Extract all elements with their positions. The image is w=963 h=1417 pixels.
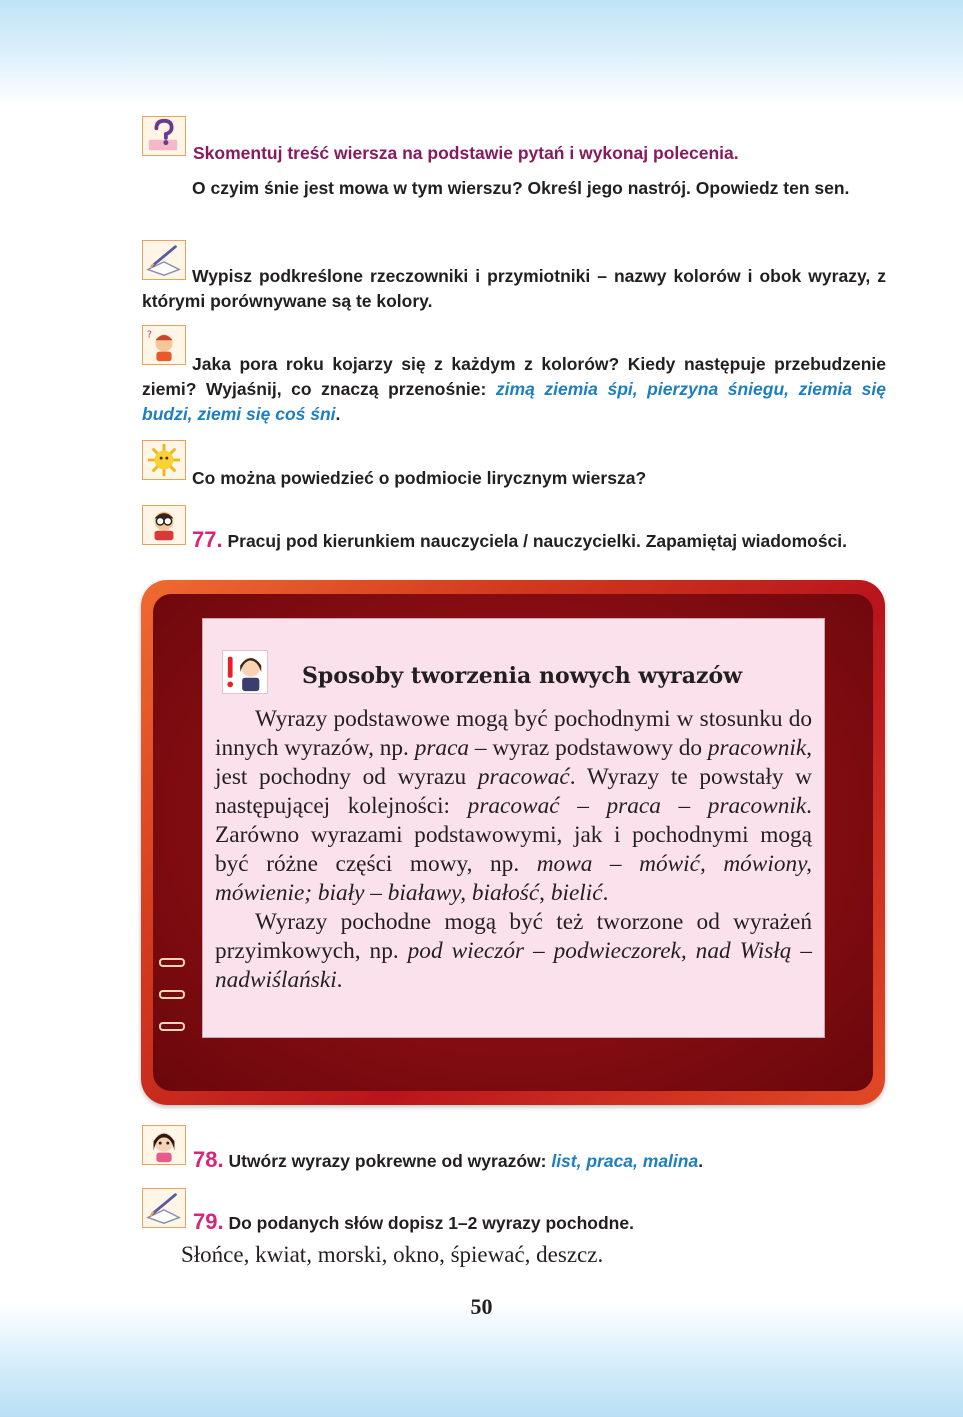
frame-button-bottom (159, 1022, 185, 1031)
task-lyrical-subject: Co można powiedzieć o podmiocie lirycznym wiersza? (192, 468, 647, 488)
task-number: 77. (192, 527, 223, 552)
rule-body (215, 705, 812, 995)
rule-paragraph: Wyrazy podstawowe mogą być pochodnymi w stosunku do innych wyrazów, np. praca – wyraz podstawowy do pracownik, jest pochodny od wyrazu pracować. Wyrazy te powstały w następującej kolejności: pracować – praca – pracownik. Zarówno wyrazami podstawowymi, jak i pochodnymi mogą być różne części mowy, np. mowa – mówić, mówiony, mówienie; biały – białawy, białość, bielić. (215, 706, 812, 906)
question-mark-icon (142, 116, 186, 156)
task-78: 78. Utwórz wyrazy pokrewne od wyrazów: list, praca, malina. (193, 1147, 704, 1172)
pen-writing-icon (142, 1188, 186, 1228)
svg-text:?: ? (146, 329, 152, 341)
rule-paragraph: Wyrazy pochodne mogą być też tworzone od wyrażeń przyimkowych, np. pod wieczór – podwieczorek, nad Wisłą – nadwiślański. (215, 909, 813, 993)
frame-button-middle (159, 990, 185, 999)
frame-button-top (159, 958, 185, 967)
girl-icon (142, 1125, 186, 1165)
task-write-out: Wypisz podkreślone rzeczowniki i przymiotniki – nazwy kolorów i obok wyrazy, z którymi porównywane są te kolory. (142, 266, 886, 311)
task-season-question: Jaka pora roku kojarzy się z każdym z kolorów? Kiedy następuje przebudzenie ziemi? Wyjaśnij, co znaczą przenośnie: zimą ziemia śpi, pierzyna śniegu, ziemia się budzi, ziemi się coś śni. (142, 354, 887, 424)
task-79: 79. Do podanych słów dopisz 1–2 wyrazy pochodne. (193, 1209, 634, 1234)
page-header-gradient (0, 0, 963, 105)
word-list: Słońce, kwiat, morski, okno, śpiewać, deszcz. (181, 1242, 604, 1267)
task-number: 78. (193, 1147, 224, 1172)
task-instruction: Skomentuj treść wiersza na podstawie pytań i wykonaj polecenia. (193, 143, 739, 163)
example-metaphors: zimą ziemia śpi, pierzyna śniegu, ziemia się budzi, ziemi się coś śni (142, 379, 887, 424)
task-questions: O czyim śnie jest mowa w tym wierszu? Określ jego nastrój. Opowiedz ten sen. (192, 178, 850, 198)
page-number: 50 (470, 1294, 493, 1319)
example-words: list, praca, malina (551, 1151, 699, 1171)
task-number: 79. (193, 1209, 224, 1234)
rule-title: Sposoby tworzenia nowych wyrazów (302, 663, 743, 689)
exclamation-girl-icon (222, 650, 268, 694)
task-77: 77. Pracuj pod kierunkiem nauczyciela / nauczycielki. Zapamiętaj wiadomości. (192, 527, 848, 552)
